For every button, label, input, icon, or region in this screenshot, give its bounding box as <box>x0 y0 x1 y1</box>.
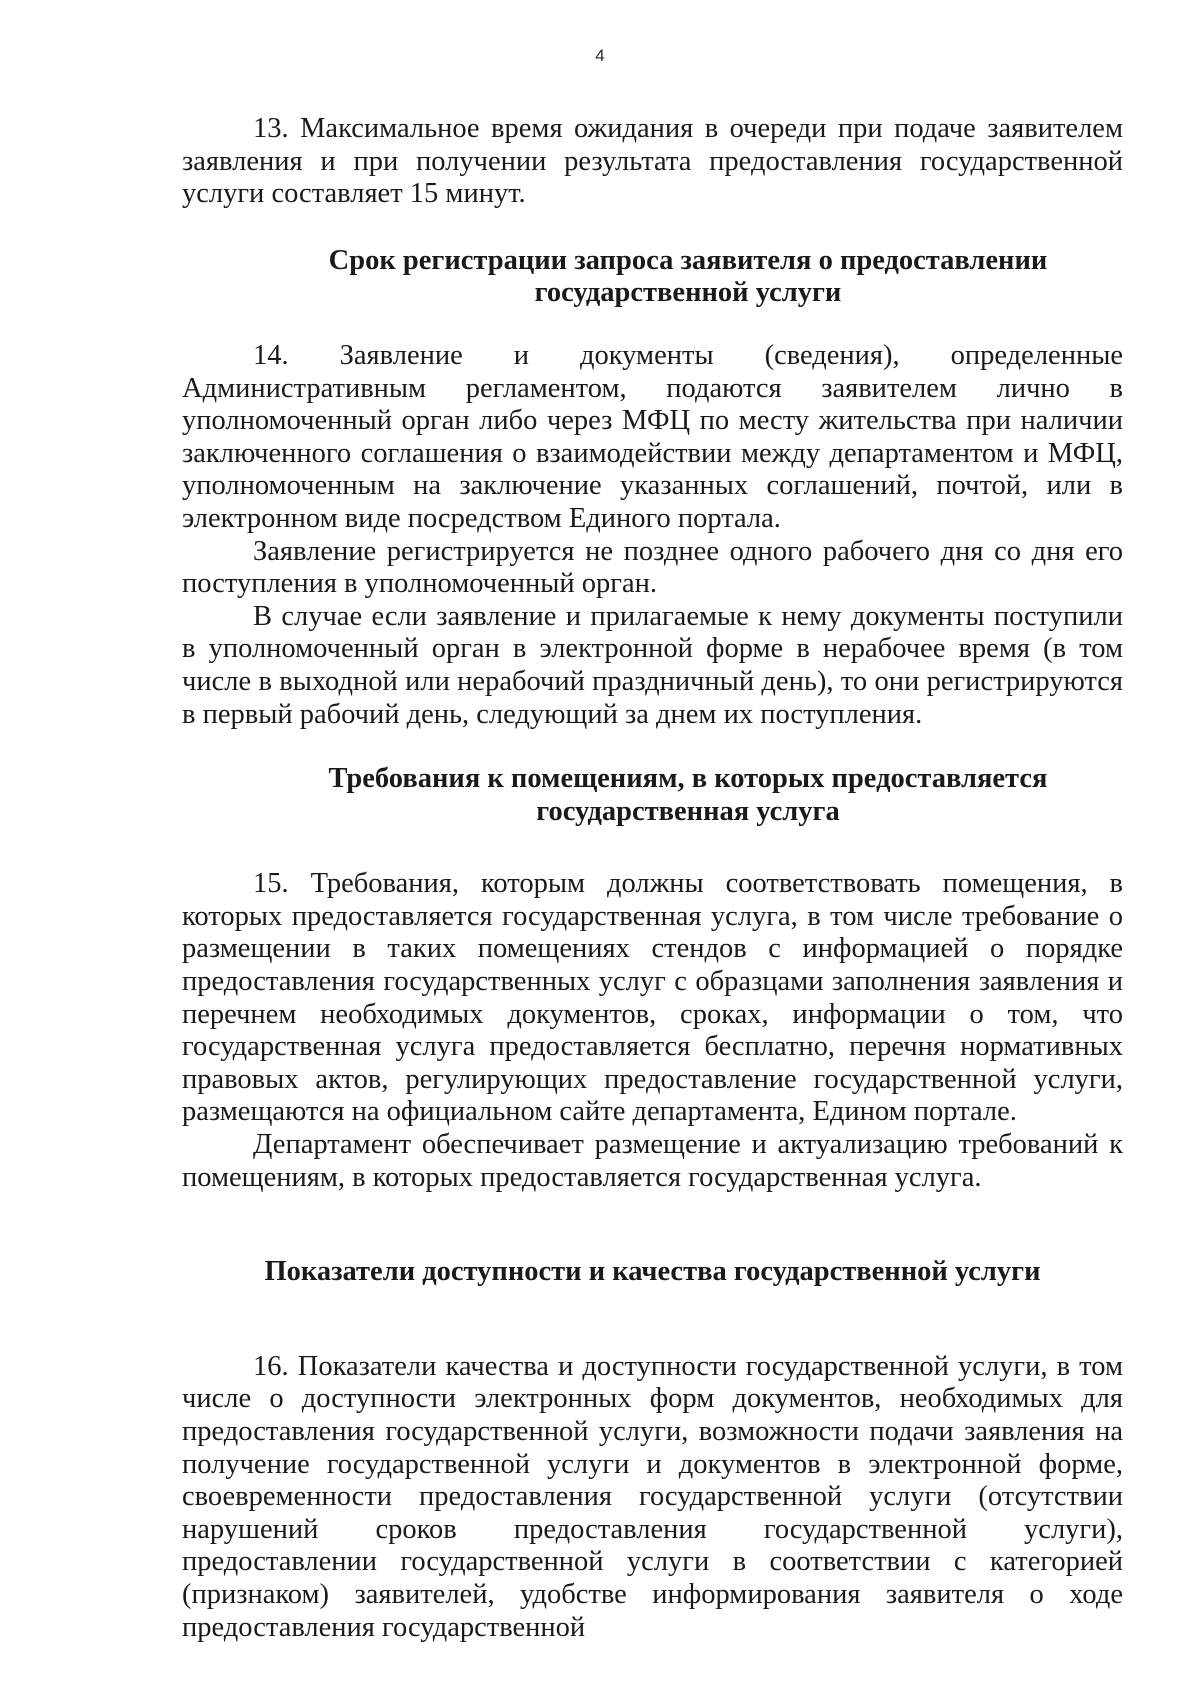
paragraph-15: 15. Требования, которым должны соответствовать помещения, в которых предоставляется государственная услуга, в том числе требование о размещении в таких помещениях стендов с информацией о порядке предоставления государственных услуг с образцами заполнения заявления и перечнем необходимых документов, сроках, информации о том, что государственная услуга предоставляется бесплатно, перечня нормативных правовых актов, регулирующих предоставление государственной услуги, размещаются на официальном сайте департамента, Едином портале. <box>182 868 1123 1128</box>
page-content <box>182 113 1123 1644</box>
heading-line: Требования к помещениям, в которых предоставляется <box>328 763 1048 795</box>
page-number: 4 <box>595 46 605 65</box>
heading-line: Срок регистрации запроса заявителя о предоставлении <box>328 244 1048 276</box>
heading-line: государственной услуги <box>534 277 842 309</box>
section-heading-registration <box>182 245 1123 310</box>
heading-line: государственная услуга <box>536 795 840 827</box>
paragraph-14: 14. Заявление и документы (сведения), определенные Административным регламентом, подаются заявителем лично в уполномоченный орган либо через МФЦ по месту жительства при наличии заключенного соглашения о взаимодействии между департаментом и МФЦ, уполномоченным на заключение указанных соглашений, почтой, или в электронном виде посредством Единого портала. <box>182 339 1123 534</box>
paragraph-15-department: Департамент обеспечивает размещение и актуализацию требований к помещениям, в которых предоставляется государственная услуга. <box>182 1129 1123 1193</box>
paragraph-14-registration: Заявление регистрируется не позднее одного рабочего дня со дня его поступления в уполномоченный орган. <box>182 535 1123 600</box>
paragraph-14-nonworking-time: В случае если заявление и прилагаемые к нему документы поступили в уполномоченный орган в электронной форме в нерабочее время (в том числе в выходной или нерабочий праздничный день), то они регистрируются в первый рабочий день, следующий за днем их поступления. <box>182 600 1123 730</box>
paragraph-13: 13. Максимальное время ожидания в очереди при подаче заявителем заявления и при получении результата предоставления государственной услуги составляет 15 минут. <box>182 113 1123 210</box>
section-heading-premises <box>182 763 1123 828</box>
section-heading-indicators: Показатели доступности и качества государственной услуги <box>264 1256 1041 1288</box>
paragraph-16: 16. Показатели качества и доступности государственной услуги, в том числе о доступности электронных форм документов, необходимых для предоставления государственной услуги, возможности подачи заявления на получение государственной услуги и документов в электронной форме, своевременности предоставления государственной услуги (отсутствии нарушений сроков предоставления государственной услуги), предоставлении государственной услуги в соответствии с категорией (признаком) заявителей, удобстве информирования заявителя о ходе предоставления государственной <box>182 1350 1123 1643</box>
